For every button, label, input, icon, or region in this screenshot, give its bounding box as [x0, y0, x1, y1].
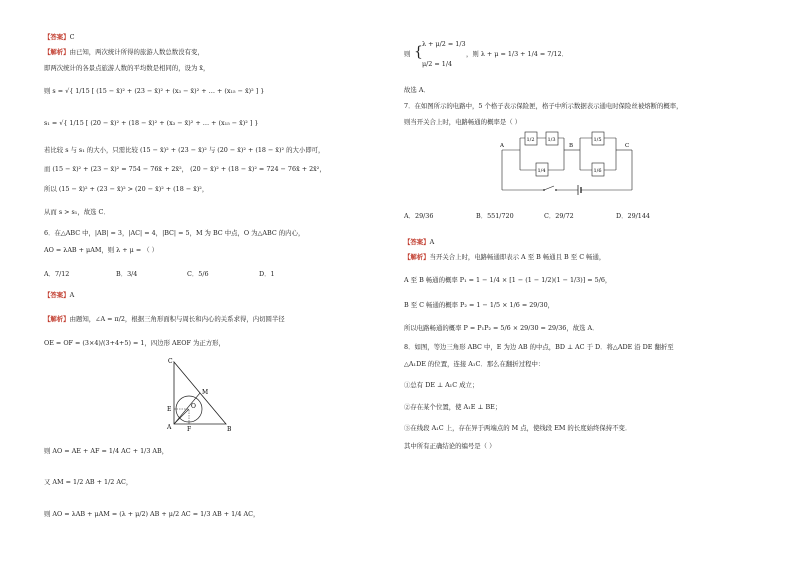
system-line2: μ/2 = 1/4 — [422, 60, 453, 68]
analysis-6-line5: 则 AO = λAB + μAM = (λ + μ/2) AB + μ/2 AC = 1/3 AB + 1/4 AC， — [44, 510, 260, 518]
system-line1: λ + μ/2 = 1/3 — [422, 40, 466, 48]
system-result: ，则 λ + μ = 1/3 + 1/4 = 7/12． — [466, 50, 568, 58]
answer-tag: 【答案】 — [44, 291, 70, 299]
option-7d: D．29/144 — [616, 212, 650, 220]
node-c: C — [625, 143, 630, 149]
option-7a: A．29/36 — [404, 212, 434, 220]
option-b: B．3/4 — [116, 270, 138, 278]
question-6-line2: AO = λAB + μAM，则 λ + μ = （ ） — [44, 246, 159, 254]
answer-tag: 【答案】 — [44, 33, 70, 41]
analysis-6-line2: OE = OF = (3×4)/(3+4+5) = 1，四边形 AEOF 为正方形， — [44, 339, 225, 347]
fuse-label-1-4: 1/4 — [537, 168, 546, 174]
analysis-5-line7: 所以 (15 − x̄)² + (23 − x̄)² > (20 − x̄)² + (18 − x̄)²， — [44, 185, 209, 193]
system-prefix: 则 — [404, 50, 411, 58]
label-c: C — [168, 358, 173, 365]
analysis-6-line4: 又 AM = 1/2 AB + 1/2 AC， — [44, 478, 133, 486]
circuit-figure — [500, 130, 640, 196]
analysis-tag: 【解析】 — [44, 315, 70, 323]
analysis-5-formula-s1: s₁ = √{ 1/15 [ (20 − x̄)² + (18 − x̄)² + (x₃ − x̄)² + … + (x₁₅ − x̄)² ] } — [44, 119, 259, 127]
label-m: M — [202, 389, 209, 396]
fuse-label-1-2: 1/2 — [526, 137, 535, 143]
analysis-5-formula-s: 则 s = √{ 1/15 [ (15 − x̄)² + (23 − x̄)² + (x₃ − x̄)² + … + (x₁₅ − x̄)² ] } — [44, 87, 265, 95]
option-d: D．1 — [259, 270, 275, 278]
label-a: A — [167, 424, 172, 431]
question-8-line2: △A₁DE 的位置，连接 A₁C．那么在翻折过程中： — [404, 360, 545, 368]
switch — [544, 186, 554, 190]
answer-value: A — [69, 291, 75, 299]
triangle-incircle-figure — [164, 352, 244, 432]
analysis-text: 由已知，两次统计所得的旅游人数总数没有变， — [69, 48, 204, 56]
statement-3: ③在线段 A₁C 上，存在异于两端点的 M 点，使线段 EM 的长度始终保持不变． — [404, 424, 632, 432]
answer-5 — [44, 33, 74, 41]
label-e: E — [167, 406, 172, 413]
analysis-tag: 【解析】 — [404, 253, 430, 261]
option-c: C．5/6 — [187, 270, 209, 278]
analysis-text: 由题知，∠A = π/2，根据三角形面积与周长和内心的关系求得，内切圆半径 — [69, 315, 285, 323]
question-7-line2: 则当开关合上时，电路畅通的概率是（ ） — [404, 118, 522, 126]
analysis-5-line6: 而 (15 − x̄)² + (23 − x̄)² = 754 − 76x̄ + 2x̄²， (20 − x̄)² + (18 − x̄)² = 724 − 76x̄ + 2x̄²， — [44, 165, 326, 173]
system-brace: { — [414, 44, 423, 60]
analysis-5-line8: 从而 s > s₁，故选 C． — [44, 208, 110, 216]
analysis-tag: 【解析】 — [44, 48, 70, 56]
answer-tag: 【答案】 — [404, 238, 430, 246]
option-7b: B．551/720 — [476, 212, 514, 220]
option-a: A．7/12 — [44, 270, 70, 278]
analysis-7-line2: A 至 B 畅通的概率 P₁ = 1 − 1/4 × [1 − (1 − 1/2)(1 − 1/3)] = 5/6， — [404, 276, 612, 284]
question-8-line1: 8．如图，等边三角形 ABC 中，E 为边 AB 的中点，BD ⊥ AC 于 D．将△ADE 沿 DE 翻折至 — [404, 343, 674, 351]
answer-7 — [404, 238, 434, 246]
analysis-7-line1 — [404, 253, 605, 261]
label-o: O — [191, 403, 196, 410]
statement-1: ①总有 DE ⊥ A₁C 成立； — [404, 381, 479, 389]
analysis-text: 当开关合上时，电路畅通即表示 A 至 B 畅通且 B 至 C 畅通， — [429, 253, 606, 261]
answer-6 — [44, 291, 74, 299]
fuse-label-1-5: 1/5 — [593, 137, 602, 143]
analysis-7-line3: B 至 C 畅通的概率 P₂ = 1 − 1/5 × 1/6 = 29/30， — [404, 301, 555, 309]
question-7-line1: 7．在如图所示的电路中，5 个格子表示保险匣，格子中所示数据表示通电时保险丝被熔断的概率， — [404, 102, 683, 110]
question-8-line3: 其中所有正确结论的编号是（ ） — [404, 442, 496, 450]
choose-a: 故选 A． — [404, 86, 430, 94]
analysis-5-line1 — [44, 48, 204, 56]
fuse-label-1-3: 1/3 — [547, 137, 556, 143]
question-6-line1: 6．在△ABC 中，|AB| = 3，|AC| = 4，|BC| = 5，M 为 BC 中点，O 为△ABC 的内心， — [44, 229, 305, 237]
label-f: F — [187, 426, 192, 432]
analysis-6-line1 — [44, 315, 285, 323]
analysis-5-line2: 即两次统计的各景点旅游人数的平均数是相同的，设为 x̄， — [44, 64, 210, 72]
option-7c: C．29/72 — [544, 212, 574, 220]
node-b: B — [569, 143, 574, 149]
fuse-label-1-6: 1/6 — [593, 168, 602, 174]
node-a: A — [500, 143, 504, 149]
answer-value: C — [69, 33, 75, 41]
median-am — [174, 393, 200, 424]
statement-2: ②存在某个位置，使 A₁E ⊥ BE； — [404, 403, 502, 411]
analysis-5-line5: 若比较 s 与 s₁ 的大小，只需比较 (15 − x̄)² + (23 − x̄)² 与 (20 − x̄)² + (18 − x̄)² 的大小即可， — [44, 146, 325, 154]
label-b: B — [227, 426, 232, 432]
answer-value: A — [429, 238, 435, 246]
analysis-6-line3: 则 AO = AE + AF = 1/4 AC + 1/3 AB， — [44, 447, 169, 455]
analysis-7-line4: 所以电路畅通的概率 P = P₁P₂ = 5/6 × 29/30 = 29/36，故选 A． — [404, 324, 599, 332]
